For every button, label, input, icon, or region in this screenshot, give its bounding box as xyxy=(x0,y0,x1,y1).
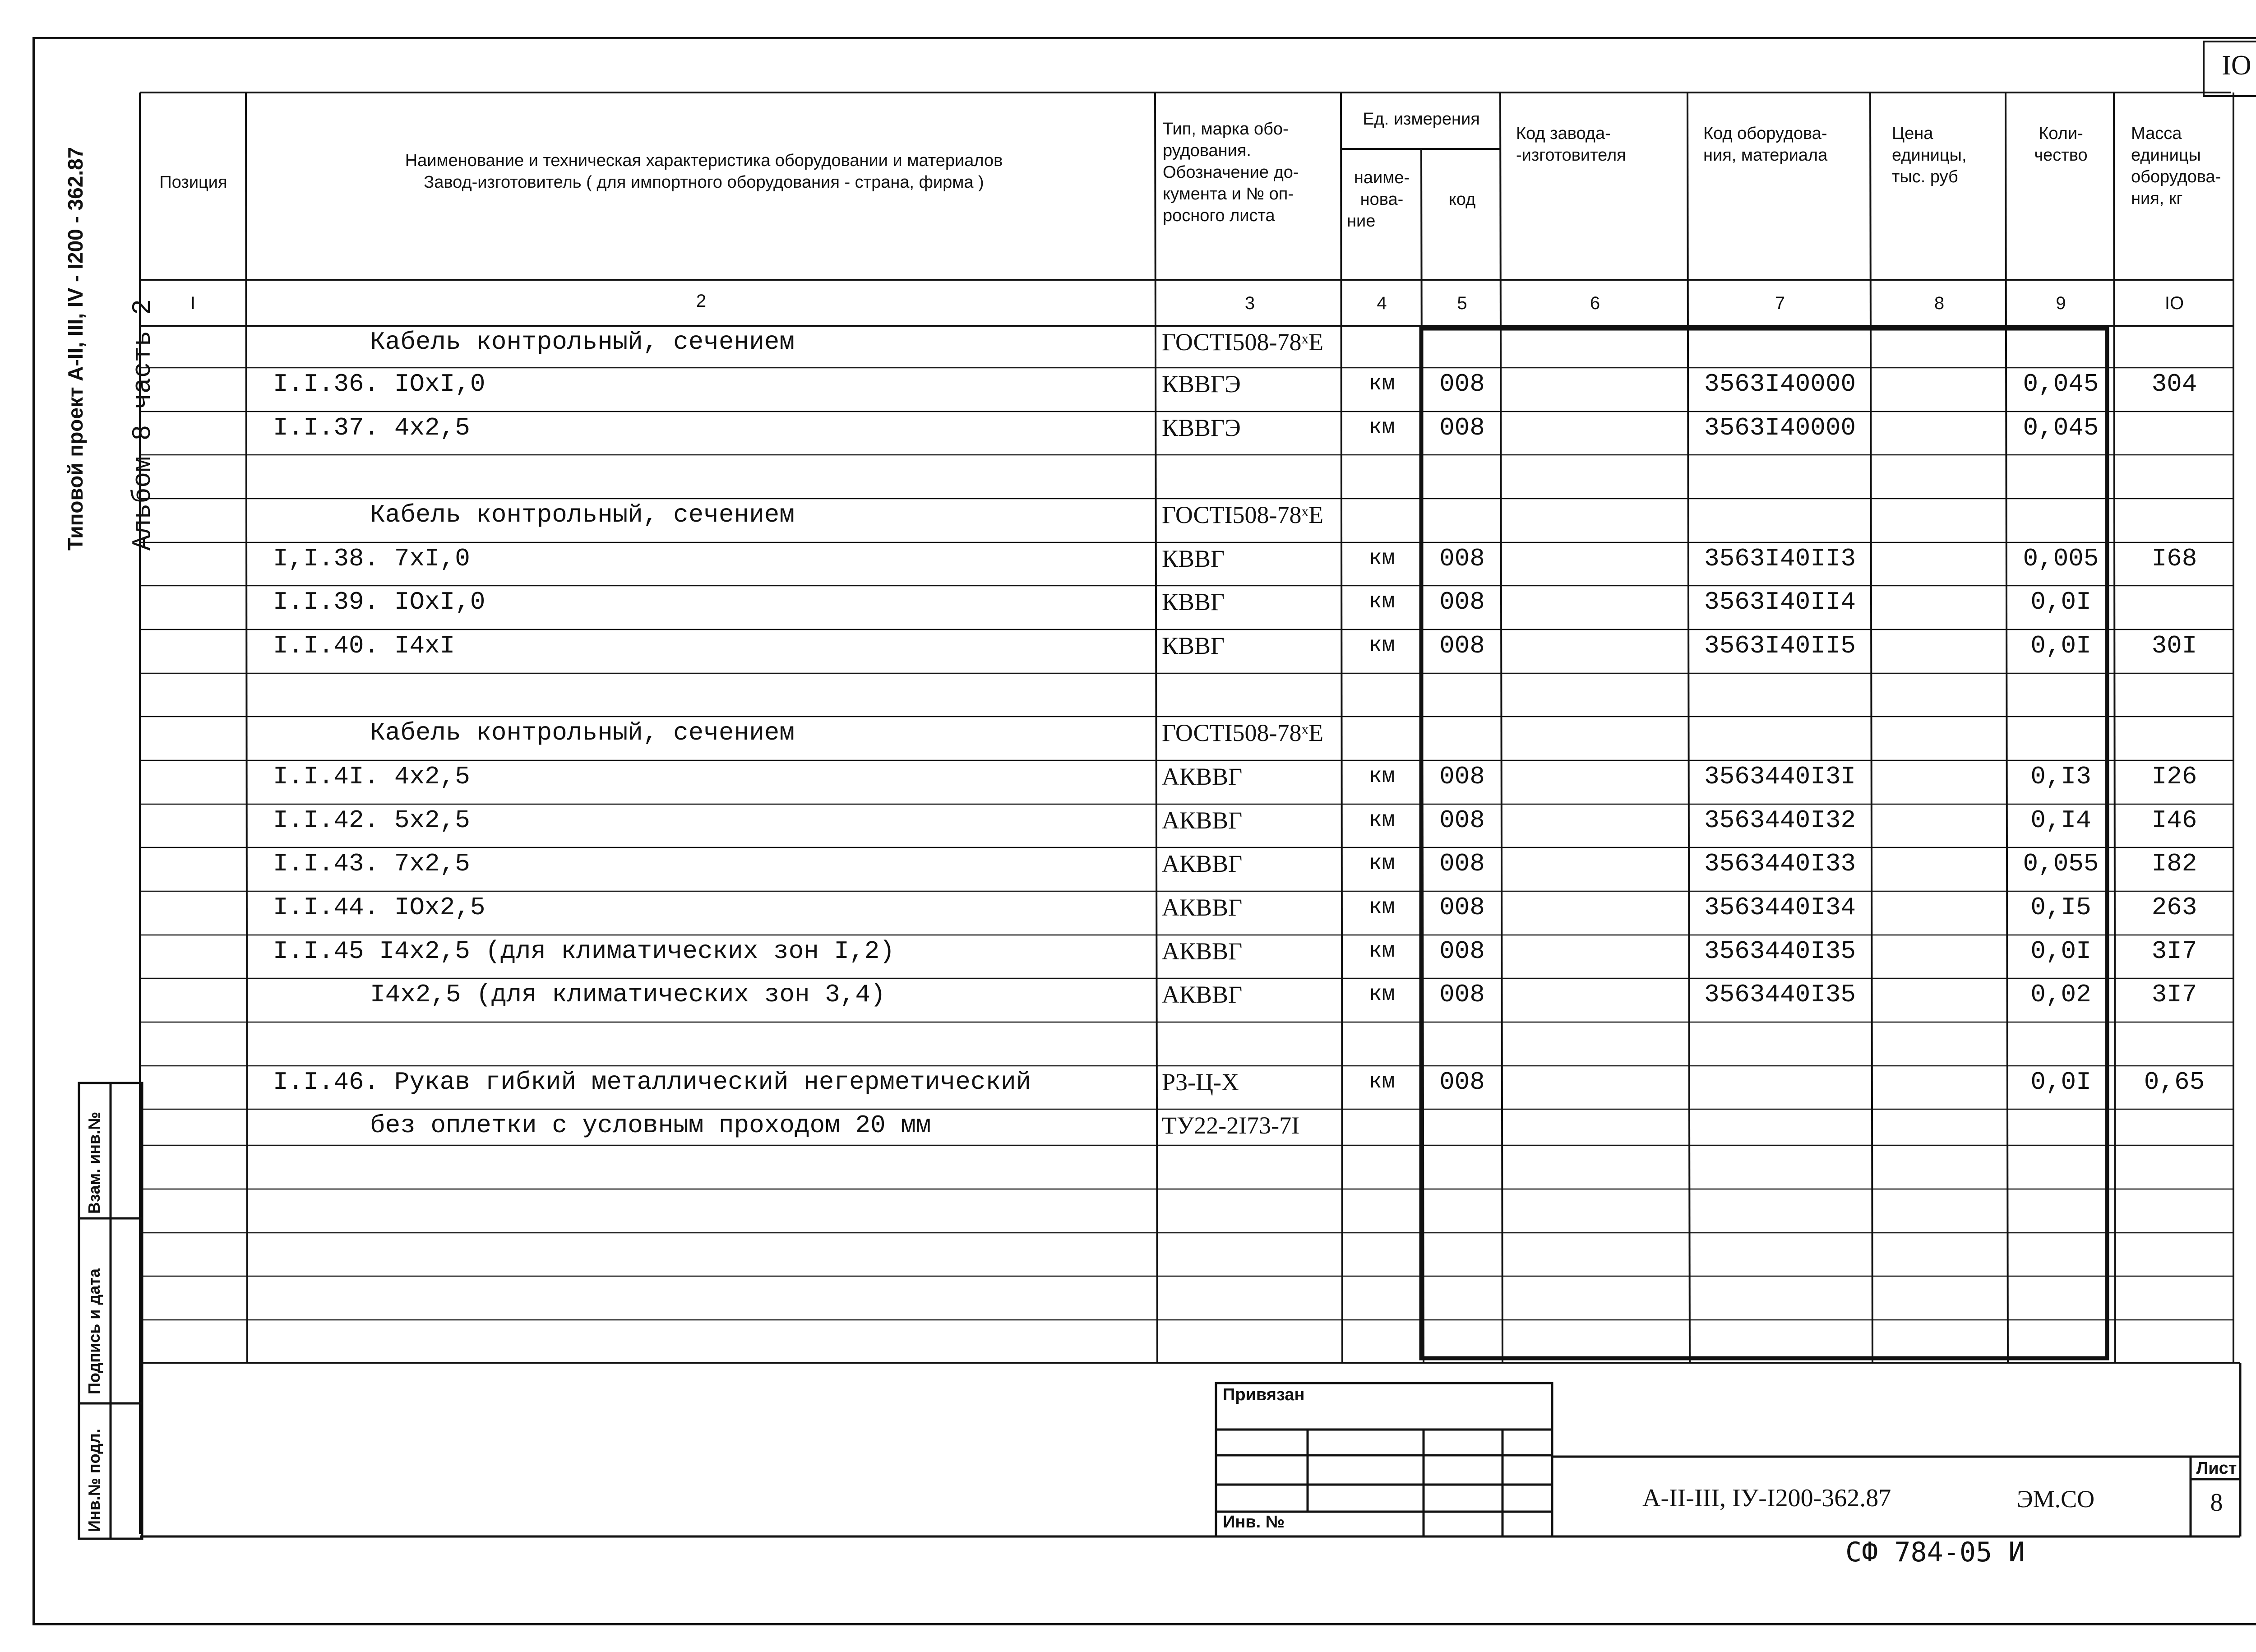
header-equip-2: ния, материала xyxy=(1703,146,1828,165)
row-equip-code: 3563I40II4 xyxy=(1704,588,1856,616)
stamp-inv-label: Инв. № xyxy=(1223,1513,1285,1532)
header-name-line2: Завод-изготовитель ( для импортного оборудования - страна, фирма ) xyxy=(424,173,984,192)
row-code: 008 xyxy=(1439,631,1485,660)
col-num-4: 4 xyxy=(1377,293,1387,313)
col-num-1: I xyxy=(190,293,196,313)
stamp-label-inventory: Инв.№ подл. xyxy=(85,1429,103,1532)
row-mass: I46 xyxy=(2151,806,2197,835)
col-num-7: 7 xyxy=(1775,293,1785,313)
row-name: I.I.43. 7x2,5 xyxy=(273,849,470,878)
row-quantity: 0,I5 xyxy=(2030,893,2091,922)
row-mass: I68 xyxy=(2151,544,2197,573)
row-equip-code: 3563440I35 xyxy=(1704,980,1856,1009)
row-code: 008 xyxy=(1439,980,1485,1009)
col-num-3: 3 xyxy=(1244,293,1255,313)
row-name: I.I.36. IOxI,0 xyxy=(273,370,485,398)
row-type: ГОСТI508-78ˣЕ xyxy=(1162,501,1324,528)
row-quantity: 0,005 xyxy=(2023,544,2099,573)
row-mass: 30I xyxy=(2151,631,2197,660)
header-equip-1: Код оборудова- xyxy=(1703,124,1827,143)
header-price-3: тыс. руб xyxy=(1892,167,1958,186)
header-unit-name-2: нова- xyxy=(1360,190,1404,209)
album-title: Альбом 8 часть 2 xyxy=(129,299,158,551)
row-code: 008 xyxy=(1439,893,1485,922)
col-num-8: 8 xyxy=(1934,293,1945,313)
row-type: КВВГ xyxy=(1162,545,1225,572)
row-name: без оплетки с условным проходом 20 мм xyxy=(370,1111,931,1140)
header-price-2: единицы, xyxy=(1892,146,1967,165)
row-type: Р3-Ц-Х xyxy=(1162,1069,1239,1096)
row-quantity: 0,02 xyxy=(2030,980,2091,1009)
row-equip-code: 3563I40000 xyxy=(1704,370,1856,398)
header-type-2: рудования. xyxy=(1163,141,1251,160)
row-name: I.I.45 I4x2,5 (для климатических зон I,2) xyxy=(273,937,895,966)
header-unit: Ед. измерения xyxy=(1363,110,1480,129)
row-mass: 3I7 xyxy=(2151,937,2197,966)
row-name: I.I.37. 4x2,5 xyxy=(273,413,470,442)
row-unit: км xyxy=(1368,764,1395,789)
sheet-no: 8 xyxy=(2210,1489,2223,1517)
header-position: Позиция xyxy=(159,173,227,192)
row-equip-code: 3563440I3I xyxy=(1704,762,1856,791)
row-quantity: 0,0I xyxy=(2030,937,2091,966)
row-equip-code: 3563440I34 xyxy=(1704,893,1856,922)
row-code: 008 xyxy=(1439,849,1485,878)
header-unit-name-3: ние xyxy=(1347,212,1376,231)
row-type: КВВГЭ xyxy=(1162,370,1241,398)
col-num-10: IO xyxy=(2164,293,2184,313)
header-mass-1: Масса xyxy=(2131,124,2182,143)
row-name: I.I.39. IOxI,0 xyxy=(273,588,485,616)
row-unit: км xyxy=(1368,546,1395,571)
col-num-9: 9 xyxy=(2056,293,2066,313)
header-type-1: Тип, марка обо- xyxy=(1163,120,1289,139)
row-quantity: 0,I4 xyxy=(2030,806,2091,835)
row-type: КВВГЭ xyxy=(1162,414,1241,441)
row-name: I.I.42. 5x2,5 xyxy=(273,806,470,835)
row-mass: 0,65 xyxy=(2144,1068,2205,1097)
row-code: 008 xyxy=(1439,806,1485,835)
row-type: ТУ22-2I73-7I xyxy=(1162,1112,1300,1139)
row-unit: км xyxy=(1368,1070,1395,1094)
footer-note: СФ 784-05 И xyxy=(1845,1536,2025,1568)
stamp-bound-label: Привязан xyxy=(1223,1385,1305,1404)
header-qty-1: Коли- xyxy=(2039,124,2083,143)
row-type: АКВВГ xyxy=(1162,807,1243,834)
header-mass-2: единицы xyxy=(2131,146,2201,165)
header-unit-name-1: наиме- xyxy=(1354,168,1410,187)
row-mass: I26 xyxy=(2151,762,2197,791)
col-num-2: 2 xyxy=(696,291,707,311)
row-unit: км xyxy=(1368,895,1395,920)
row-unit: км xyxy=(1368,372,1395,396)
row-unit: км xyxy=(1368,634,1395,658)
header-mass-4: ния, кг xyxy=(2131,189,2183,208)
row-equip-code: 3563I40II3 xyxy=(1704,544,1856,573)
header-type-4: кумента и № оп- xyxy=(1163,185,1294,204)
row-type: ГОСТI508-78ˣЕ xyxy=(1162,719,1324,746)
project-title: Типовой проект А-II, III, IV - I200 - 362.87 xyxy=(64,147,87,551)
header-price-1: Цена xyxy=(1892,124,1933,143)
row-quantity: 0,I3 xyxy=(2030,762,2091,791)
row-quantity: 0,0I xyxy=(2030,588,2091,616)
row-code: 008 xyxy=(1439,937,1485,966)
row-type: КВВГ xyxy=(1162,632,1225,659)
header-name-line1: Наименование и техническая характеристика оборудовании и материалов xyxy=(405,151,1003,170)
row-equip-code: 3563440I33 xyxy=(1704,849,1856,878)
row-name: I.I.44. IOx2,5 xyxy=(273,893,485,922)
sheet-label: Лист xyxy=(2196,1459,2237,1478)
row-name: I,I.38. 7xI,0 xyxy=(273,544,470,573)
header-maker-1: Код завода- xyxy=(1516,124,1611,143)
row-unit: км xyxy=(1368,590,1395,614)
col-num-5: 5 xyxy=(1457,293,1467,313)
row-equip-code: 3563440I32 xyxy=(1704,806,1856,835)
header-type-5: росного листа xyxy=(1163,206,1275,225)
row-code: 008 xyxy=(1439,1068,1485,1097)
row-unit: км xyxy=(1368,939,1395,963)
row-mass: 263 xyxy=(2151,893,2197,922)
row-equip-code: 3563440I35 xyxy=(1704,937,1856,966)
stamp-label-signature: Подпись и дата xyxy=(85,1268,103,1394)
row-type: АКВВГ xyxy=(1162,938,1243,965)
row-mass: I82 xyxy=(2151,849,2197,878)
row-quantity: 0,0I xyxy=(2030,631,2091,660)
row-quantity: 0,0I xyxy=(2030,1068,2091,1097)
row-name: I.I.40. I4xI xyxy=(273,631,455,660)
row-code: 008 xyxy=(1439,762,1485,791)
row-code: 008 xyxy=(1439,370,1485,398)
col-num-6: 6 xyxy=(1590,293,1600,313)
row-unit: км xyxy=(1368,808,1395,833)
row-name: I.I.46. Рукав гибкий металлический негерметический xyxy=(273,1068,1031,1097)
row-code: 008 xyxy=(1439,413,1485,442)
row-mass: 304 xyxy=(2151,370,2197,398)
row-unit: км xyxy=(1368,416,1395,440)
row-name: Кабель контрольный, сечением xyxy=(370,718,795,747)
row-equip-code: 3563I40II5 xyxy=(1704,631,1856,660)
row-name: I4x2,5 (для климатических зон 3,4) xyxy=(370,980,886,1009)
row-quantity: 0,045 xyxy=(2023,370,2099,398)
document-code: А-II-III, IУ-I200-362.87 xyxy=(1642,1484,1891,1512)
header-mass-3: оборудова- xyxy=(2131,167,2221,186)
row-type: АКВВГ xyxy=(1162,763,1243,790)
document-mark: ЭМ.СО xyxy=(2017,1485,2095,1513)
row-mass: 3I7 xyxy=(2151,980,2197,1009)
row-code: 008 xyxy=(1439,544,1485,573)
row-name: Кабель контрольный, сечением xyxy=(370,328,795,356)
row-name: I.I.4I. 4x2,5 xyxy=(273,762,470,791)
header-maker-2: -изготовителя xyxy=(1516,146,1626,165)
row-name: Кабель контрольный, сечением xyxy=(370,500,795,529)
stamp-label-replace: Взам. инв.№ xyxy=(85,1111,103,1214)
row-quantity: 0,055 xyxy=(2023,849,2099,878)
row-unit: км xyxy=(1368,982,1395,1007)
row-unit: км xyxy=(1368,851,1395,876)
row-type: ГОСТI508-78ˣЕ xyxy=(1162,329,1324,356)
row-quantity: 0,045 xyxy=(2023,413,2099,442)
header-unit-code: код xyxy=(1448,190,1476,209)
row-type: АКВВГ xyxy=(1162,981,1243,1008)
row-equip-code: 3563I40000 xyxy=(1704,413,1856,442)
row-type: АКВВГ xyxy=(1162,850,1243,877)
row-type: КВВГ xyxy=(1162,588,1225,615)
header-qty-2: чество xyxy=(2034,146,2088,165)
header-type-3: Обозначение до- xyxy=(1163,163,1299,182)
row-code: 008 xyxy=(1439,588,1485,616)
row-type: АКВВГ xyxy=(1162,894,1243,921)
sheet-number: IO xyxy=(2222,50,2251,81)
